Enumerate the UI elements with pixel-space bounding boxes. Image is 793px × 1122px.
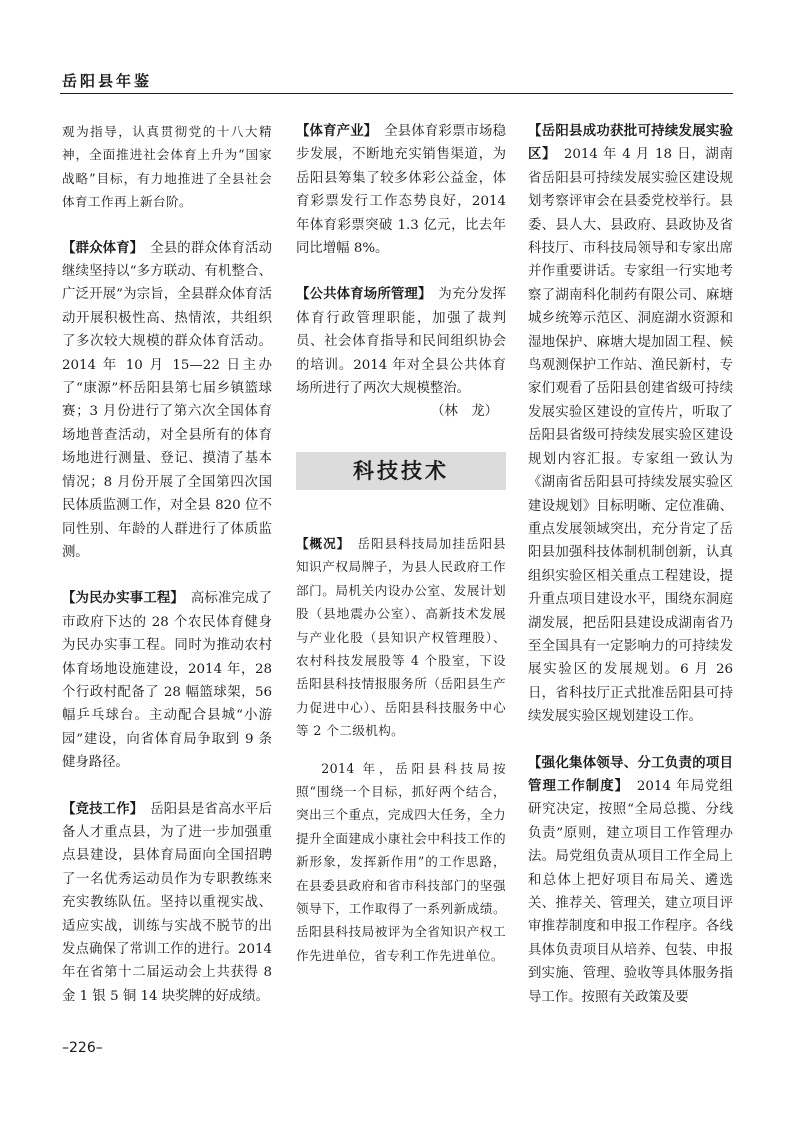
overview-body: 岳阳县科技局加挂岳阳县知识产权局牌子，为县人民政府工作部门。局机关内设办公室、发展计划股（县地震办公室）、高新技术发展与产业化股（县知识产权管理股）、农村科技发展股等 4 个股室，下设岳阳县科技情报服务所（岳阳县生产力促进中心）、岳阳县科技服务中心等 2 个二级机构。 [296,535,506,739]
experimental-zone-heading: 【岳阳县成功获批可持续发展实验区】 [528,124,733,163]
competitive-sports-paragraph [62,798,272,1009]
project-management-heading: 【强化集体领导、分工负责的项目管理工作制度】 [528,755,733,794]
competitive-sports-body: 岳阳县是省高水平后备人才重点县，为了进一步加强重点县建设，县体育局面向全国招聘了一名优秀运动员作为专职教练来充实教练队伍。坚持以重视实战、适应实战，训练与实战不脱节的出发点确保了常训工作的进行。2014 年在省第十二届运动会上共获得 8 金 1 银 5 铜 14 块奖牌的好成绩。 [62,801,273,1004]
spacer [62,775,272,798]
spacer [62,564,272,587]
column-left [62,120,272,1008]
venue-management-heading: 【公共体育场所管理】 [296,287,425,303]
column-middle [296,120,506,967]
mass-sports-heading: 【群众体育】 [62,240,137,256]
project-management-body: 2014 年局党组研究决定，按照“全局总揽、分线负责”原则，建立项目工作管理办法。局党组负责从项目工作全局上和总体上把好项目布局关、遴选关、推荐关、管理关，建立项目评审推荐制度和申报工作程序。各线具体负责项目从培养、包装、申报到实施、管理、验收等具体服务指导工作。按照有关政策及要 [528,778,733,1005]
sports-industry-body: 全县体育彩票市场稳步发展，不断地充实销售渠道，为岳阳县筹集了较多体彩公益金，体育彩票发行工作态势良好，2014 年体育彩票突破 1.3 亿元，比去年同比增幅 8%。 [296,124,507,257]
intro-paragraph: 观为指导，认真贯彻党的十八大精神，全面推进社会体育上升为“国家战略”目标，有力地推进了全县社会体育工作再上新台阶。 [62,124,272,210]
project-management-paragraph [528,752,733,1009]
spacer [296,743,506,757]
mass-sports-body: 全县的群众体育活动继续坚持以“多方联动、有机整合、广泛开展”为宗旨，全县群众体育活动开展积极性高、热情浓，共组织了多次较大规模的群众体育活动。2014 年 10 月 15—22 日主办了“康源”杯岳阳县第七届乡镇篮球赛；3 月份进行了第六次全国体育场地普查活动，对全县所有的体育场地进行测量、登记、摸清了基本情况；8 月份开展了全国第四次国民体质监测工作，对全县 820 位不同性别、年龄的人群进行了体质监测。 [62,240,273,560]
venue-management-body: 为充分发挥体育行政管理职能，加强了裁判员、社会体育指导和民间组织协会的培训。2014 年对全县公共体育场所进行了两次大规模整治。 [296,287,507,397]
practical-project-paragraph [62,587,272,774]
experimental-zone-body: 2014 年 4 月 18 日，湖南省岳阳县可持续发展实验区建设规划考察评审会在县委党校举行。县委、县人大、县政府、县政协及省科技厅、市科技局领导和专家出席并作重要讲话。专家组一行实地考察了湖南科化制药有限公司、麻塘城乡统筹示范区、洞庭湖水资源和湿地保护、麻塘大堤加固工程、候鸟观测保护工作站、渔民新村，专家们观看了岳阳县创建省级可持续发展实验区建设的宣传片，听取了岳阳县省级可持续发展实验区建设规划内容汇报。专家组一致认为《湖南省岳阳县可持续发展实验区建设规划》目标明晰、定位准确、重点发展领域突出，充分肯定了岳阳县加强科技体制机制创新，认真组织实验区相关重点工程建设，提升重点项目建设水平，围绕东洞庭湖发展，把岳阳县建设成湖南省乃至全国具有一定影响力的可持续发展实验区的发展规划。6 月 26 日，省科技厅正式批准岳阳县可持续发展实验区规划建设工作。 [528,147,734,725]
author-signature: （林 龙） [431,404,498,420]
running-header-title: 岳阳县年鉴 [62,72,153,90]
column-right [528,120,733,1009]
practical-project-body: 高标准完成了市政府下达的 28 个农民体育健身为民办实事工程。同时为推动农村体育场地设施建设，2014 年，28 个行政村配备了 28 幅篮球架，56 幅乒乓球台。主动配合县城“小游园”建设，向省体育局争取到 9 条健身路径。 [62,591,272,771]
competitive-sports-heading: 【竞技工作】 [62,801,137,817]
spacer [528,729,733,752]
page-number: –226– [62,1040,103,1056]
overview-paragraph [296,532,506,743]
overview-heading: 【概况】 [296,535,344,551]
venue-management-paragraph [296,283,506,400]
mass-sports-paragraph [62,237,272,565]
spacer [62,214,272,237]
overview-paragraph-2: 2014 年，岳阳县科技局按照“围绕一个目标，抓好两个结合，突出三个重点，完成四大任务，全力提升全面建成小康社会中科技工作的新形象，发挥新作用”的工作思路，在县委县政府和省市科技部门的坚强领导下，工作取得了一系列新成绩。岳阳县科技局被评为全省知识产权工作先进单位，省专利工作先进单位。 [296,760,506,963]
experimental-zone-paragraph [528,120,733,729]
header-rule [60,93,733,94]
spacer [296,260,506,283]
section-title: 科技技术 [296,452,506,490]
sports-industry-heading: 【体育产业】 [296,124,371,139]
sports-industry-paragraph [296,120,506,260]
practical-project-heading: 【为民办实事工程】 [62,591,178,607]
